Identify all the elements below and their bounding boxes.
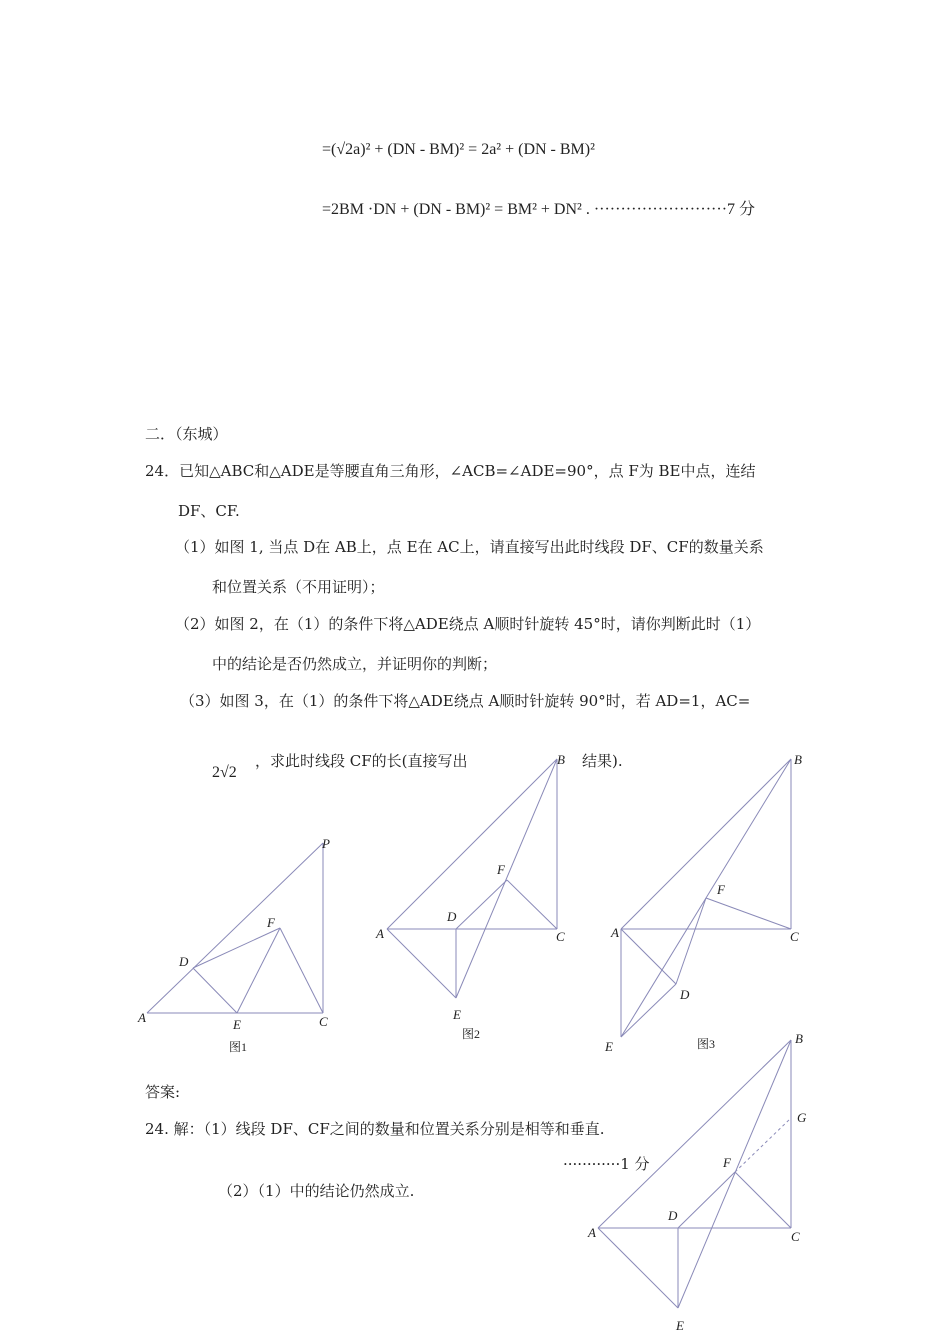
part3-value: 2√2 bbox=[212, 764, 237, 781]
svg-text:F: F bbox=[497, 862, 505, 877]
svg-text:E: E bbox=[233, 1017, 241, 1032]
svg-text:B: B bbox=[557, 752, 565, 767]
answer-line-2: （2）（1）中的结论仍然成立. bbox=[218, 1182, 415, 1200]
part1-line-2: 和位置关系（不用证明）； bbox=[212, 578, 385, 596]
svg-text:D: D bbox=[668, 1208, 678, 1223]
svg-text:A: A bbox=[376, 926, 384, 941]
part1-line-1: （1）如图 1, 当点 D在 AB上，点 E在 AC上，请直接写出此时线段 DF、CF的数量关系 bbox=[175, 538, 764, 556]
section-title: 二．（东城） bbox=[145, 425, 228, 443]
part3-line-3: 结果). bbox=[582, 752, 623, 770]
svg-text:F: F bbox=[723, 1155, 731, 1170]
svg-text:D: D bbox=[680, 987, 690, 1002]
part2-line-1: （2）如图 2，在（1）的条件下将△ADE绕点 A顺时针旋转 45°时，请你判断此时（1） bbox=[175, 615, 761, 633]
svg-text:C: C bbox=[319, 1014, 328, 1029]
svg-text:P: P bbox=[322, 836, 330, 851]
svg-text:F: F bbox=[267, 915, 275, 930]
part3-line-1: （3）如图 3，在（1）的条件下将△ADE绕点 A顺时针旋转 90°时，若 AD=1，AC= bbox=[180, 692, 751, 710]
part3-line-2: ，求此时线段 CF的长(直接写出 bbox=[255, 752, 468, 770]
svg-text:A: A bbox=[588, 1225, 596, 1240]
figure-1 bbox=[137, 836, 330, 1054]
svg-text:C: C bbox=[790, 929, 799, 944]
answer-line-1: 24. 解：（1）线段 DF、CF之间的数量和位置关系分别是相等和垂直. bbox=[145, 1120, 605, 1138]
svg-text:E: E bbox=[605, 1039, 613, 1054]
formula-line-2: =2BM ·DN + (DN - BM)² = BM² + DN² . ·························7 分 bbox=[322, 201, 756, 218]
svg-text:B: B bbox=[795, 1031, 803, 1046]
svg-text:C: C bbox=[556, 929, 565, 944]
formula-line-1: =(√2a)² + (DN - BM)² = 2a² + (DN - BM)² bbox=[322, 141, 595, 158]
svg-text:E: E bbox=[453, 1007, 461, 1022]
figure-3 bbox=[604, 752, 802, 1054]
figure-1-caption: 图1 bbox=[229, 1040, 248, 1054]
answer-score-1: ············1 分 bbox=[563, 1155, 650, 1173]
answer-heading: 答案: bbox=[145, 1083, 181, 1101]
figure-2 bbox=[375, 752, 565, 1041]
answer-figure bbox=[587, 1031, 807, 1333]
part2-line-2: 中的结论是否仍然成立，并证明你的判断； bbox=[212, 655, 498, 673]
svg-text:F: F bbox=[717, 882, 725, 897]
svg-text:A: A bbox=[611, 925, 619, 940]
svg-text:B: B bbox=[794, 752, 802, 767]
svg-text:E: E bbox=[676, 1318, 684, 1333]
problem-stem-line-2: DF、CF. bbox=[178, 502, 240, 520]
figure-3-caption: 图3 bbox=[697, 1037, 716, 1051]
svg-text:A: A bbox=[138, 1010, 146, 1025]
svg-text:D: D bbox=[447, 909, 457, 924]
svg-text:G: G bbox=[797, 1110, 807, 1125]
svg-text:D: D bbox=[179, 954, 189, 969]
figure-2-caption: 图2 bbox=[462, 1027, 481, 1041]
problem-stem-line-1: 24．已知△ABC和△ADE是等腰直角三角形，∠ACB=∠ADE=90°，点 F为 BE中点，连结 bbox=[145, 462, 756, 480]
svg-text:C: C bbox=[791, 1229, 800, 1244]
